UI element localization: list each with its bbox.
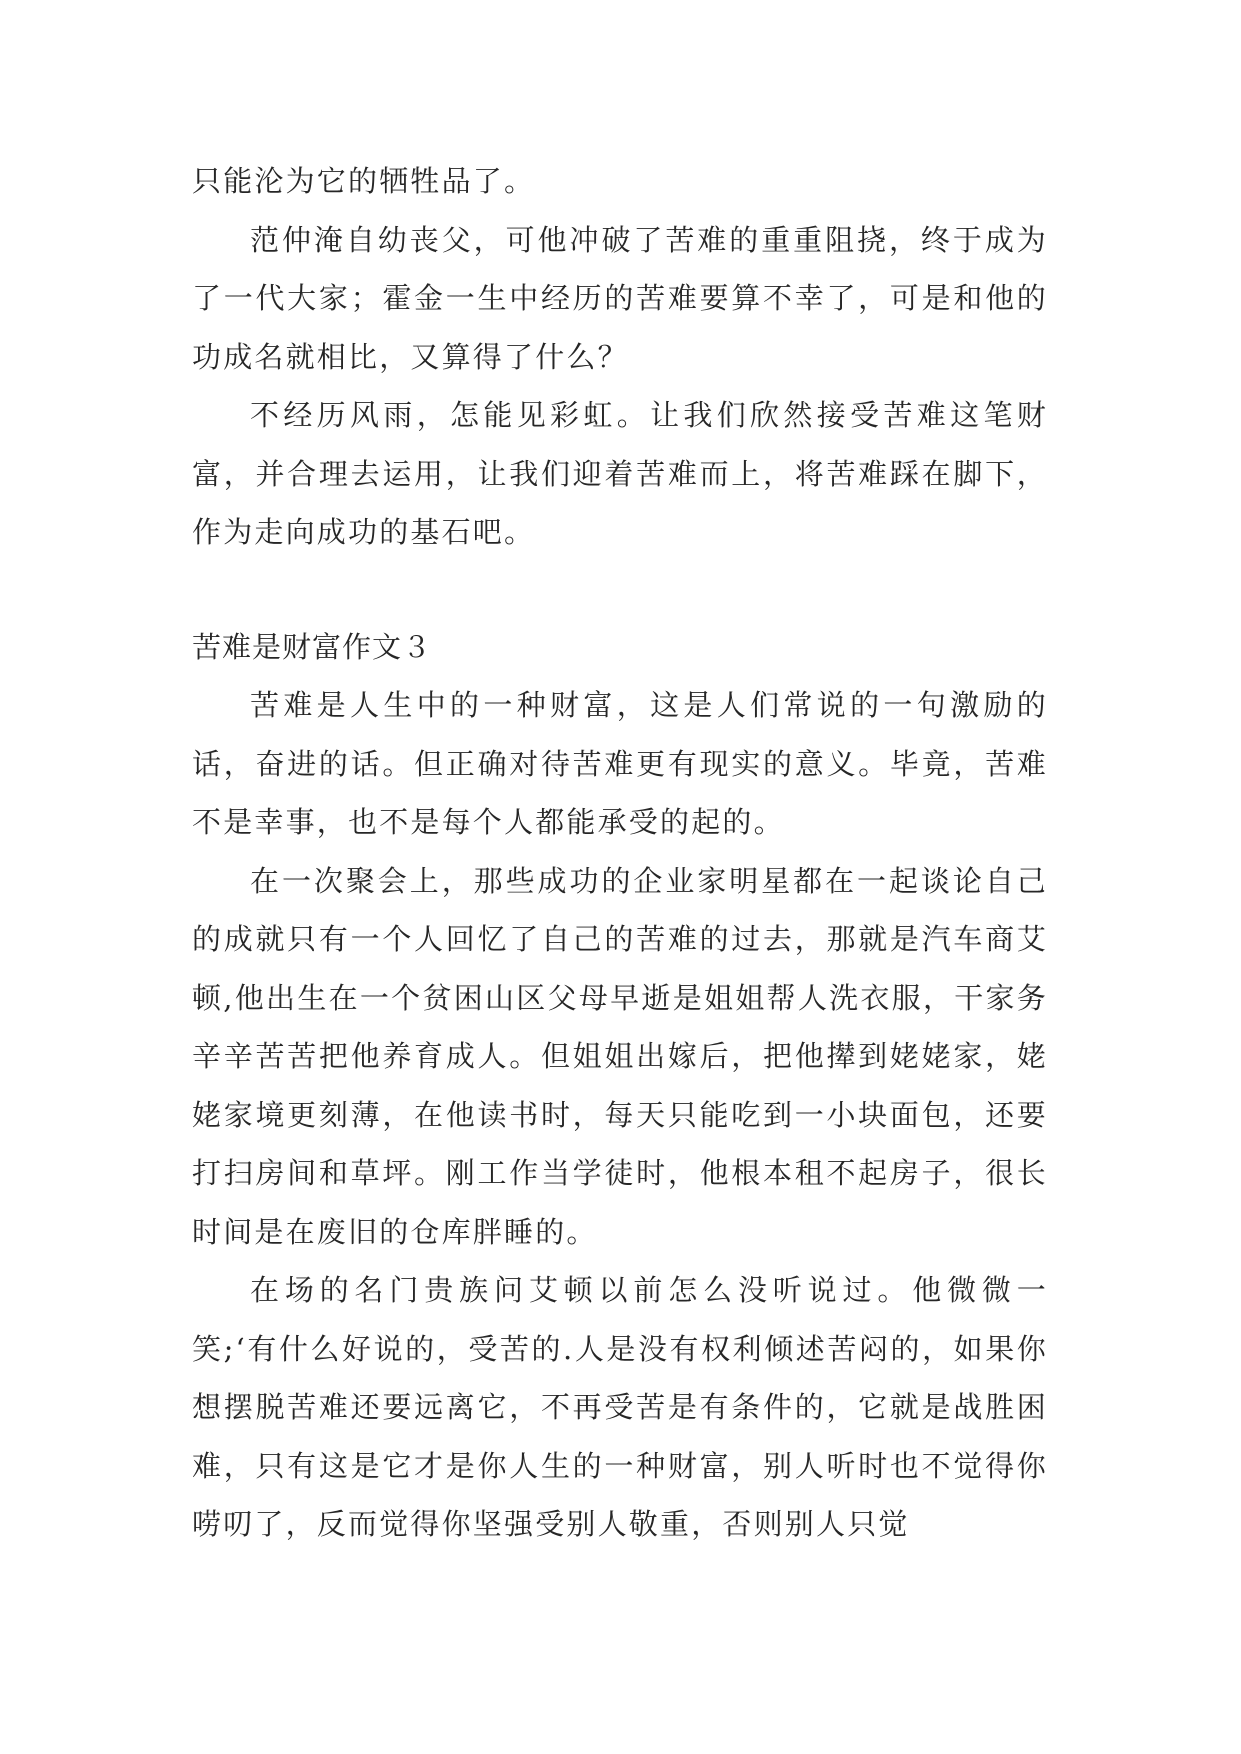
paragraph-rainbow: 不经历风雨，怎能见彩虹。让我们欣然接受苦难这笔财富，并合理去运用，让我们迎着苦难而上，将苦难踩在脚下，作为走向成功的基石吧。 — [192, 398, 1048, 549]
paragraph-fan-zhongyan: 范仲淹自幼丧父，可他冲破了苦难的重重阻挠，终于成为了一代大家；霍金一生中经历的苦难要算不幸了，可是和他的功成名就相比，又算得了什么？ — [192, 222, 1048, 374]
paragraph-intro: 苦难是人生中的一种财富，这是人们常说的一句激励的话，奋进的话。但正确对待苦难更有现实的意义。毕竟，苦难不是幸事，也不是每个人都能承受的起的。 — [192, 688, 1048, 839]
paragraph-quote: 在场的名门贵族问艾顿以前怎么没听说过。他微微一笑;‘有什么好说的，受苦的.人是没有权利倾述苦闷的，如果你想摆脱苦难还要远离它，不再受苦是有条件的，它就是战胜困难，只有这是它才是你人生的一种财富，别人听时也不觉得你唠叨了，反而觉得你坚强受别人敬重，否则别人只觉 — [192, 1273, 1048, 1541]
paragraph-story: 在一次聚会上，那些成功的企业家明星都在一起谈论自己的成就只有一个人回忆了自己的苦难的过去，那就是汽车商艾顿,他出生在一个贫困山区父母早逝是姐姐帮人洗衣服，干家务辛辛苦苦把他养育成人。但姐姐出嫁后，把他撵到姥姥家，姥姥家境更刻薄，在他读书时，每天只能吃到一小块面包，还要打扫房间和草坪。刚工作当学徒时，他根本租不起房子，很长时间是在废旧的仓库胖睡的。 — [192, 863, 1048, 1249]
document-body — [192, 152, 1048, 1554]
section-title: 苦难是财富作文３ — [192, 629, 433, 664]
paragraph-continuation: 只能沦为它的牺牲品了。 — [192, 164, 536, 198]
